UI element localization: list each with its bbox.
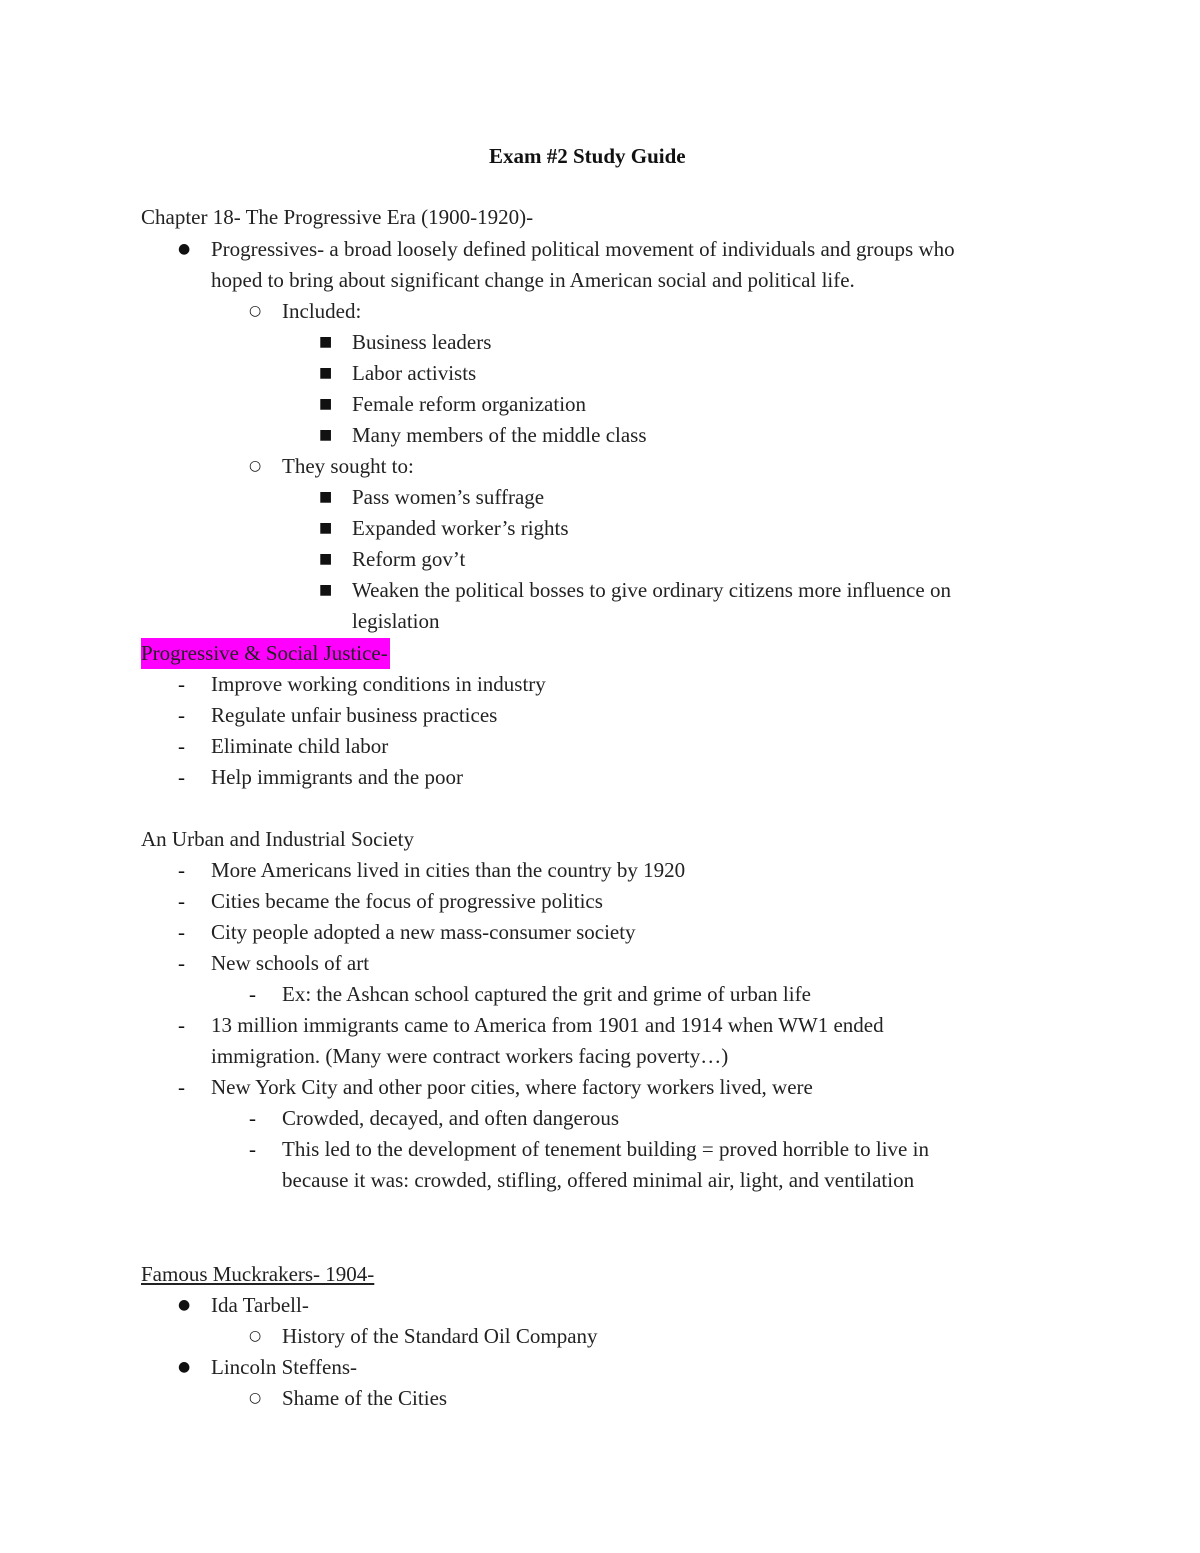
list-item: Regulate unfair business practices: [211, 703, 498, 727]
dash-marker: -: [178, 672, 185, 696]
urban-heading: An Urban and Industrial Society: [141, 827, 414, 851]
list-item: Reform gov’t: [352, 547, 466, 571]
list-item: Pass women’s suffrage: [352, 485, 545, 509]
list-item: Business leaders: [352, 330, 492, 354]
list-item-cont: legislation: [352, 609, 440, 633]
dash-marker: -: [178, 951, 185, 975]
dash-marker: -: [249, 1137, 256, 1161]
circle-marker: ○: [249, 1328, 262, 1344]
bullet-marker: ●: [178, 1297, 191, 1313]
list-item: 13 million immigrants came to America from 1901 and 1914 when WW1 ended: [211, 1013, 884, 1037]
social-justice-heading: Progressive & Social Justice-: [141, 638, 390, 669]
list-item-cont: immigration. (Many were contract workers facing poverty…): [211, 1044, 729, 1068]
square-marker: ■: [319, 520, 333, 536]
list-item: Labor activists: [352, 361, 477, 385]
dash-marker: -: [178, 703, 185, 727]
list-item: Eliminate child labor: [211, 734, 389, 758]
list-item: Expanded worker’s rights: [352, 516, 569, 540]
list-item: New schools of art: [211, 951, 370, 975]
progressives-definition-cont: hoped to bring about significant change in American social and political life.: [211, 268, 855, 292]
dash-marker: -: [249, 982, 256, 1006]
list-item: Improve working conditions in industry: [211, 672, 546, 696]
page-title: Exam #2 Study Guide: [489, 144, 686, 168]
square-marker: ■: [319, 489, 333, 505]
muckraker-name: Ida Tarbell-: [211, 1293, 309, 1317]
bullet-marker: ●: [178, 241, 191, 257]
square-marker: ■: [319, 396, 333, 412]
progressives-definition: Progressives- a broad loosely defined political movement of individuals and groups who: [211, 237, 955, 261]
square-marker: ■: [319, 427, 333, 443]
bullet-marker: ●: [178, 1359, 191, 1375]
square-marker: ■: [319, 582, 333, 598]
dash-marker: -: [178, 920, 185, 944]
list-item: Cities became the focus of progressive politics: [211, 889, 603, 913]
list-item: Help immigrants and the poor: [211, 765, 463, 789]
included-label: Included:: [282, 299, 362, 323]
muckrakers-heading: Famous Muckrakers- 1904-: [141, 1262, 375, 1286]
dash-marker: -: [178, 858, 185, 882]
dash-marker: -: [178, 1075, 185, 1099]
circle-marker: ○: [249, 303, 262, 319]
dash-marker: -: [249, 1106, 256, 1130]
sought-label: They sought to:: [282, 454, 414, 478]
muckraker-work: Shame of the Cities: [282, 1386, 448, 1410]
dash-marker: -: [178, 765, 185, 789]
dash-marker: -: [178, 734, 185, 758]
muckraker-name: Lincoln Steffens-: [211, 1355, 357, 1379]
sub-list-item: Crowded, decayed, and often dangerous: [282, 1106, 620, 1130]
square-marker: ■: [319, 551, 333, 567]
dash-marker: -: [178, 889, 185, 913]
square-marker: ■: [319, 334, 333, 350]
sub-list-item: This led to the development of tenement building = proved horrible to live in: [282, 1137, 929, 1161]
list-item: City people adopted a new mass-consumer society: [211, 920, 636, 944]
list-item: Many members of the middle class: [352, 423, 647, 447]
sub-list-item-cont: because it was: crowded, stifling, offered minimal air, light, and ventilation: [282, 1168, 915, 1192]
list-item: Female reform organization: [352, 392, 587, 416]
list-item: More Americans lived in cities than the country by 1920: [211, 858, 686, 882]
square-marker: ■: [319, 365, 333, 381]
circle-marker: ○: [249, 458, 262, 474]
dash-marker: -: [178, 1013, 185, 1037]
circle-marker: ○: [249, 1390, 262, 1406]
list-item: Weaken the political bosses to give ordinary citizens more influence on: [352, 578, 951, 602]
chapter-heading: Chapter 18- The Progressive Era (1900-1920)-: [141, 205, 534, 229]
list-item: New York City and other poor cities, where factory workers lived, were: [211, 1075, 813, 1099]
muckraker-work: History of the Standard Oil Company: [282, 1324, 598, 1348]
sub-list-item: Ex: the Ashcan school captured the grit and grime of urban life: [282, 982, 811, 1006]
